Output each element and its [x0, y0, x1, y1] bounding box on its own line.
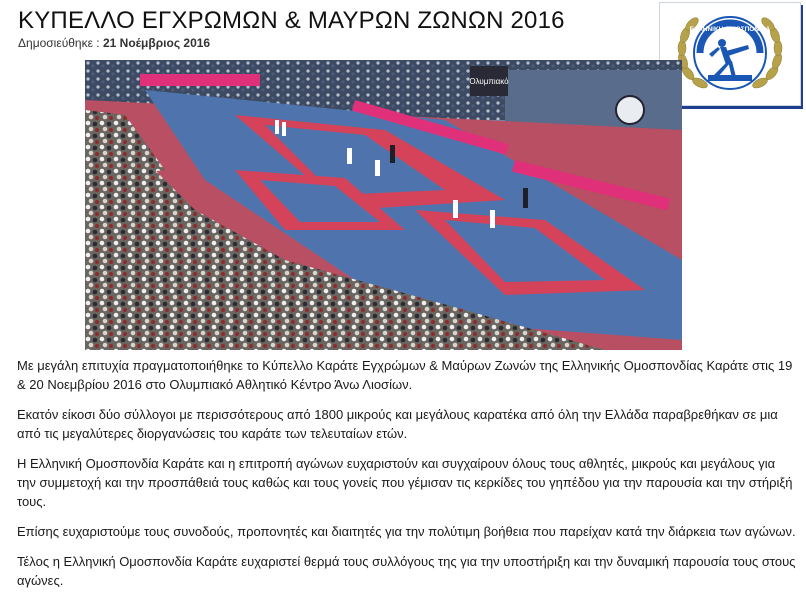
article-body [17, 356, 797, 601]
logo-text: ΕΛΛΗΝΙΚΗ ΟΜΟΣΠΟΝΔΙΑ [689, 26, 771, 33]
article-paragraph: Η Ελληνική Ομοσπονδία Καράτε και η επιτροπή αγώνων ευχαριστούν και συγχαίρουν όλους τους αθλητές, μικρούς και μεγάλους για την συμμετοχή και την προσπάθειά τους καθώς και τους γονείς που γέμισαν τις κερκίδες του γηπέδου για την παρουσία και την στήριξή τους. [17, 456, 793, 509]
arena-banner-text: Ολυμπιακό [469, 77, 509, 86]
article-paragraph: Εκατόν είκοσι δύο σύλλογοι με περισσότερους από 1800 μικρούς και μεγάλους καρατέκα από όλη την Ελλάδα παραβρεθήκαν σε μια από τις μεγαλύτερες διοργανώσεις του καράτε των τελευταίων ετών. [17, 407, 778, 441]
article-paragraph: Τέλος η Ελληνική Ομοσπονδία Καράτε ευχαριστεί θερμά τους συλλόγους της για την υποστήριξη και την δυναμική παρουσία τους στους αγώνες. [17, 554, 796, 588]
published-label: Δημοσιεύθηκε : [18, 36, 103, 50]
published-date: 21 Νοέμβριος 2016 [102, 36, 211, 50]
article-paragraph: Επίσης ευχαριστούμε τους συνοδούς, προπονητές και διαιτητές για την πολύτιμη βοήθεια που παρείχαν κατά την διάρκεια των αγώνων. [17, 524, 796, 539]
article-paragraph: Με μεγάλη επιτυχία πραγματοποιήθηκε το Κύπελλο Καράτε Εγχρώμων & Μαύρων Ζωνών της Ελληνικής Ομοσπονδίας Καράτε στις 19 & 20 Νοεμβρίου 2016 στο Ολυμπιακό Αθλητικό Κέντρο Άνω Λιοσίων. [17, 358, 793, 392]
page-title: ΚΥΠΕΛΛΟ ΕΓΧΡΩΜΩΝ & ΜΑΥΡΩΝ ΖΩΝΩΝ 2016 [18, 7, 565, 34]
tournament-photo [85, 60, 682, 350]
publish-meta [18, 36, 210, 50]
karate-tournament-arena-photo-icon [85, 60, 682, 350]
